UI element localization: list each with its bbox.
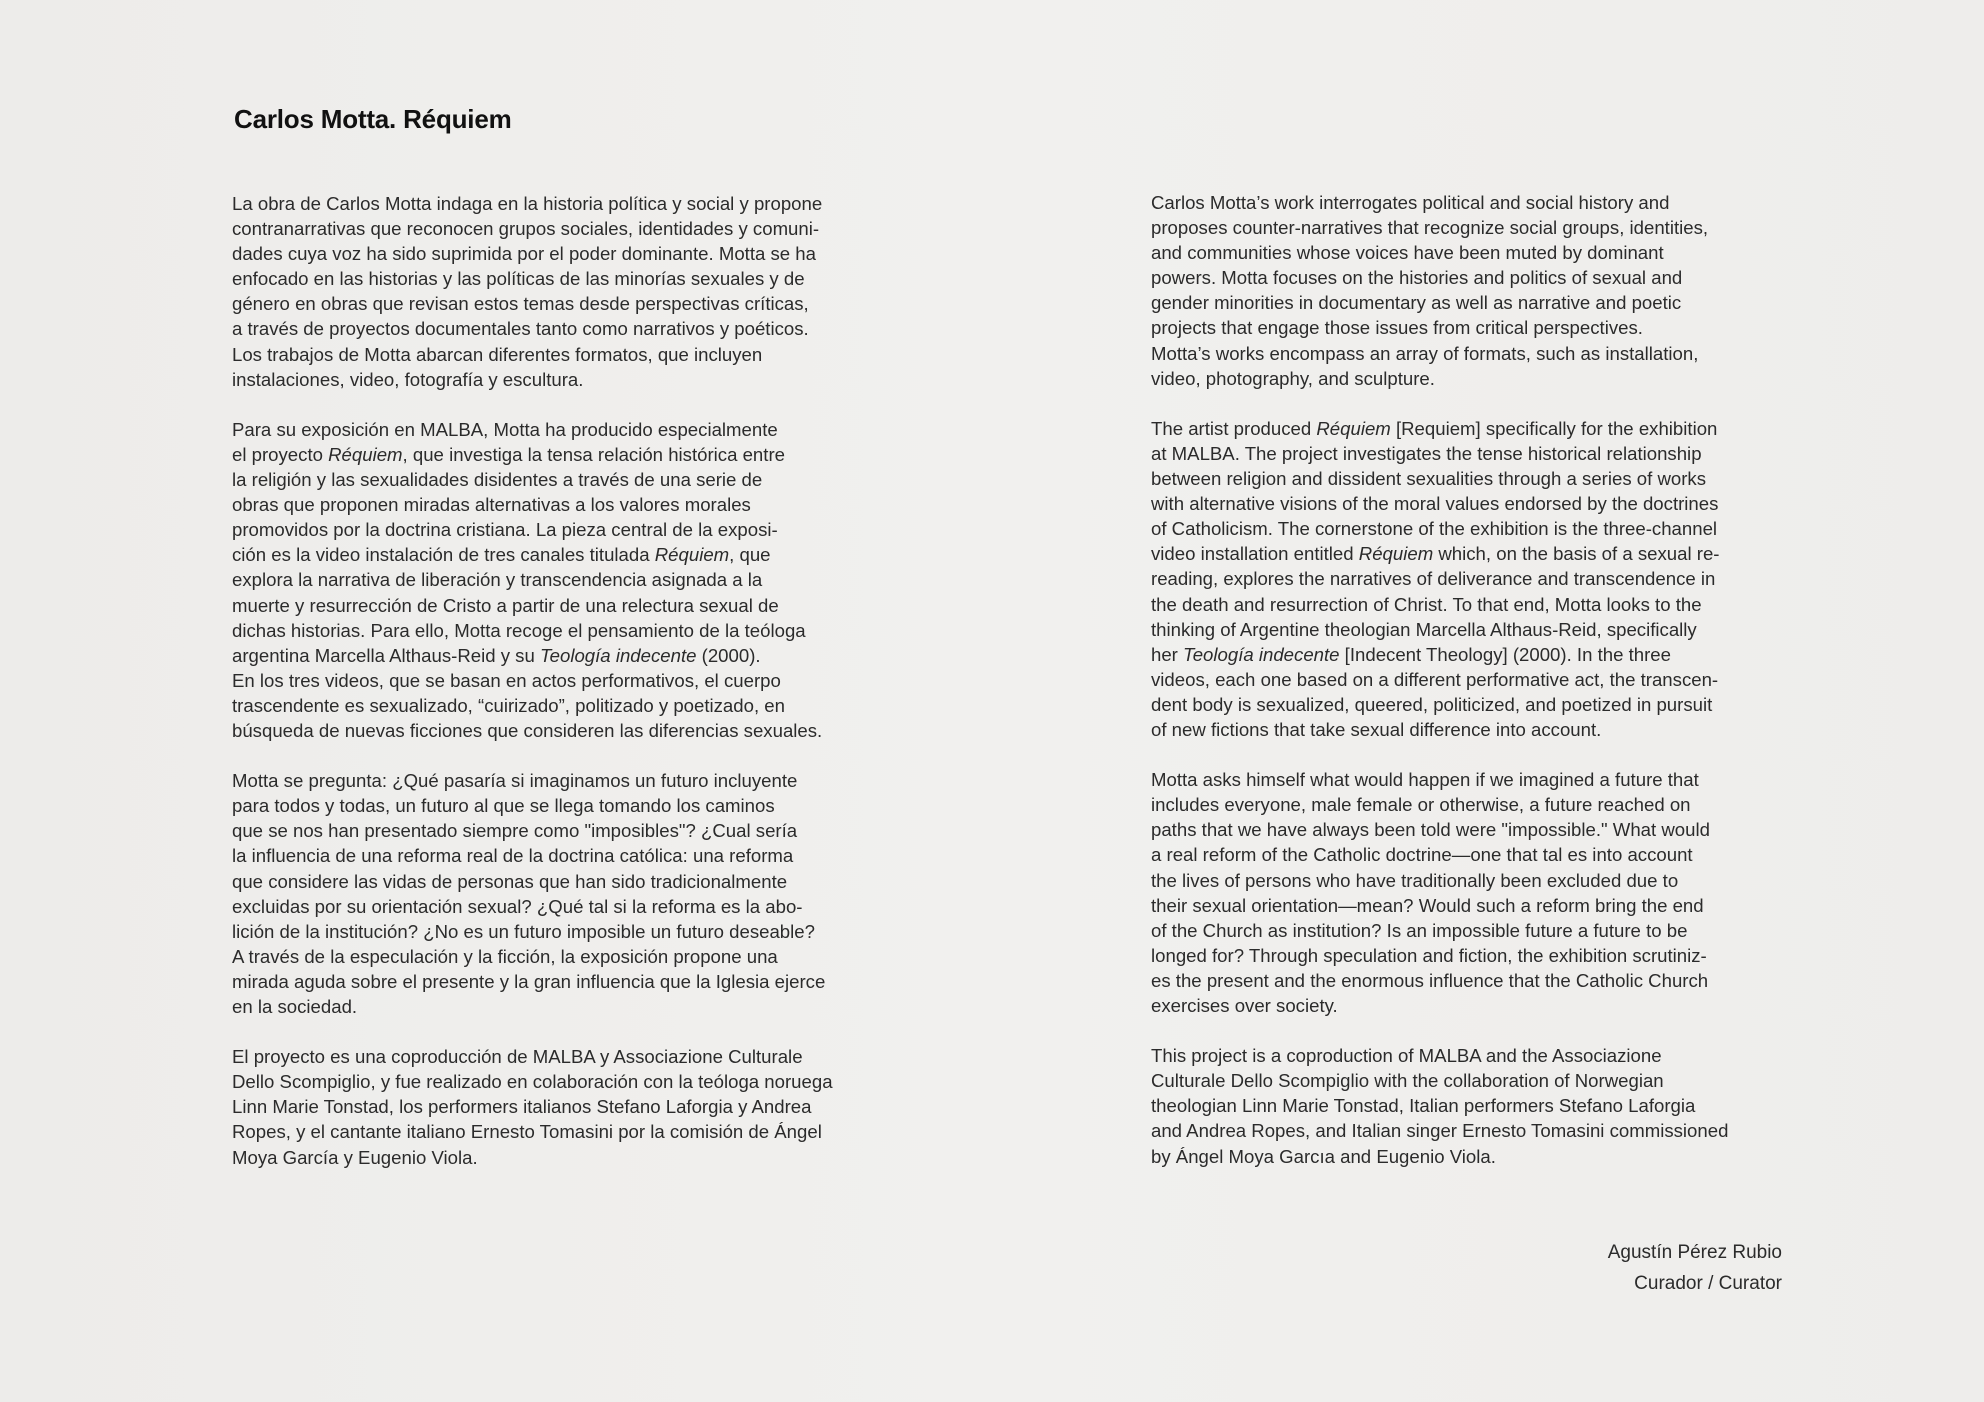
text-line: reading, explores the narratives of deliverance and transcendence in [1151,568,1716,590]
english-text-column [1151,190,1791,1194]
text-line: with alternative visions of the moral values endorsed by the doctrines [1151,493,1719,515]
text-line: El proyecto es una coproducción de MALBA y Associazione Culturale [232,1046,803,1068]
text-line: of Catholicism. The cornerstone of the exhibition is the three-channel [1151,518,1718,540]
text-line: the death and resurrection of Christ. To that end, Motta looks to the [1151,593,1702,615]
text-line: Culturale Dello Scompiglio with the collaboration of Norwegian [1151,1070,1664,1092]
text-line: and Andrea Ropes, and Italian singer Ernesto Tomasini commissioned [1151,1120,1729,1142]
document-title: Carlos Motta. Réquiem [234,104,512,134]
text-line: obras que proponen miradas alternativas a los valores morales [232,494,751,516]
text-line: Linn Marie Tonstad, los performers italianos Stefano Laforgia y Andrea [232,1096,812,1118]
text-line: video, photography, and sculpture. [1151,367,1435,389]
text-line: Moya García y Eugenio Viola. [232,1146,478,1168]
text-line: género en obras que revisan estos temas desde perspectivas críticas, [232,293,809,315]
text-line: dichas historias. Para ello, Motta recoge el pensamiento de la teóloga [232,619,806,641]
text-line: La obra de Carlos Motta indaga en la historia política y social y propone [232,193,823,214]
text-line: videos, each one based on a different performative act, the transcen- [1151,668,1719,690]
curator-signature [1608,1237,1782,1299]
text-line: en la sociedad. [232,996,358,1017]
text-line: mirada aguda sobre el presente y la gran influencia que la Iglesia ejerce [232,970,826,992]
text-line: of the Church as institution? Is an impossible future a future to be [1151,919,1688,941]
text-line: argentina Marcella Althaus-Reid y su Teología indecente (2000). [232,644,761,666]
text-line: paths that we have always been told were "impossible." What would [1151,819,1710,841]
spanish-text-column [232,191,912,1195]
text-line: theologian Linn Marie Tonstad, Italian performers Stefano Laforgia [1151,1095,1696,1117]
text-line: Ropes, y el cantante italiano Ernesto Tomasini por la comisión de Ángel [232,1121,822,1143]
text-line: a través de proyectos documentales tanto como narrativos y poéticos. [232,318,809,340]
english-paragraph-3 [1151,767,1791,1018]
spanish-paragraph-3 [232,768,912,1019]
text-line: of new fictions that take sexual difference into account. [1151,718,1602,740]
english-paragraph-4 [1151,1043,1791,1168]
text-line: includes everyone, male female or otherwise, a future reached on [1151,794,1691,816]
text-line: excluidas por su orientación sexual? ¿Qué tal si la reforma es la abo- [232,895,803,917]
italic-title: Réquiem [1358,543,1434,565]
text-line: contranarrativas que reconocen grupos sociales, identidades y comuni- [232,218,820,240]
text-line: que considere las vidas de personas que han sido tradicionalmente [232,870,788,892]
text-line: her Teología indecente [Indecent Theology] (2000). In the three [1151,643,1671,665]
text-line: by Ángel Moya Garcıa and Eugenio Viola. [1151,1145,1496,1167]
curator-role: Curador / Curator [1634,1273,1782,1294]
text-line: proposes counter-narratives that recognize social groups, identities, [1151,217,1709,239]
text-line: dades cuya voz ha sido suprimida por el poder dominante. Motta se ha [232,243,816,265]
text-line: ción es la video instalación de tres canales titulada Réquiem, que [232,544,771,566]
text-line: their sexual orientation—mean? Would such a reform bring the end [1151,894,1704,916]
text-line: el proyecto Réquiem, que investiga la tensa relación histórica entre [232,443,785,465]
text-line: la influencia de una reforma real de la doctrina católica: una reforma [232,845,794,867]
text-line: enfocado en las historias y las políticas de las minorías sexuales y de [232,268,805,290]
text-line: promovidos por la doctrina cristiana. La pieza central de la exposi- [232,519,778,541]
spanish-paragraph-4 [232,1044,912,1169]
italic-title: Réquiem [654,544,730,566]
text-line: powers. Motta focuses on the histories and politics of sexual and [1151,267,1683,289]
text-line: Carlos Motta’s work interrogates political and social history and [1151,192,1670,213]
text-line: Los trabajos de Motta abarcan diferentes formatos, que incluyen [232,343,763,365]
text-line: Motta’s works encompass an array of formats, such as installation, [1151,342,1699,364]
text-line: longed for? Through speculation and fiction, the exhibition scrutiniz- [1151,944,1707,966]
text-line: es the present and the enormous influence that the Catholic Church [1151,969,1709,991]
english-paragraph-2 [1151,416,1791,742]
text-line: para todos y todas, un futuro al que se llega tomando los caminos [232,795,775,817]
italic-title: Réquiem [1316,417,1391,439]
text-line: the lives of persons who have traditionally been excluded due to [1151,869,1679,891]
text-line: que se nos han presentado siempre como "imposibles"? ¿Cual sería [232,820,798,842]
text-line: gender minorities in documentary as well as narrative and poetic [1151,292,1682,314]
text-line: búsqueda de nuevas ficciones que consideren las diferencias sexuales. [232,719,823,741]
text-line: la religión y las sexualidades disidentes a través de una serie de [232,469,763,491]
text-line: explora la narrativa de liberación y transcendencia asignada a la [232,569,763,591]
text-line: projects that engage those issues from critical perspectives. [1151,317,1643,339]
text-line: exercises over society. [1151,995,1338,1016]
text-line: a real reform of the Catholic doctrine—one that tal es into account [1151,844,1693,866]
text-line: The artist produced Réquiem [Requiem] specifically for the exhibition [1151,417,1718,439]
text-line: thinking of Argentine theologian Marcella Althaus-Reid, specifically [1151,618,1697,640]
text-line: Motta asks himself what would happen if we imagined a future that [1151,769,1699,791]
text-line: and communities whose voices have been muted by dominant [1151,242,1664,264]
text-line: A través de la especulación y la ficción, la exposición propone una [232,945,778,967]
text-line: Para su exposición en MALBA, Motta ha producido especialmente [232,418,778,440]
text-line: instalaciones, video, fotografía y escultura. [232,368,584,390]
text-line: This project is a coproduction of MALBA and the Associazione [1151,1045,1662,1067]
italic-title: Teología indecente [1183,643,1340,665]
english-paragraph-1 [1151,190,1791,391]
text-line: En los tres videos, que se basan en actos performativos, el cuerpo [232,669,781,691]
italic-title: Réquiem [328,443,403,465]
text-line: between religion and dissident sexualities through a series of works [1151,468,1707,490]
text-line: at MALBA. The project investigates the tense historical relationship [1151,442,1702,464]
spanish-paragraph-1 [232,191,912,392]
curator-name: Agustín Pérez Rubio [1607,1242,1782,1263]
italic-title: Teología indecente [540,644,697,666]
text-line: Motta se pregunta: ¿Qué pasaría si imaginamos un futuro incluyente [232,770,798,792]
text-line: video installation entitled Réquiem which, on the basis of a sexual re- [1151,543,1720,565]
text-line: lición de la institución? ¿No es un futuro imposible un futuro deseable? [232,920,815,942]
text-line: trascendente es sexualizado, “cuirizado”, politizado y poetizado, en [232,694,785,716]
text-line: Dello Scompiglio, y fue realizado en colaboración con la teóloga noruega [232,1071,833,1093]
text-line: muerte y resurrección de Cristo a partir de una relectura sexual de [232,594,779,616]
text-line: dent body is sexualized, queered, politicized, and poetized in pursuit [1151,693,1713,715]
spanish-paragraph-2 [232,417,912,743]
